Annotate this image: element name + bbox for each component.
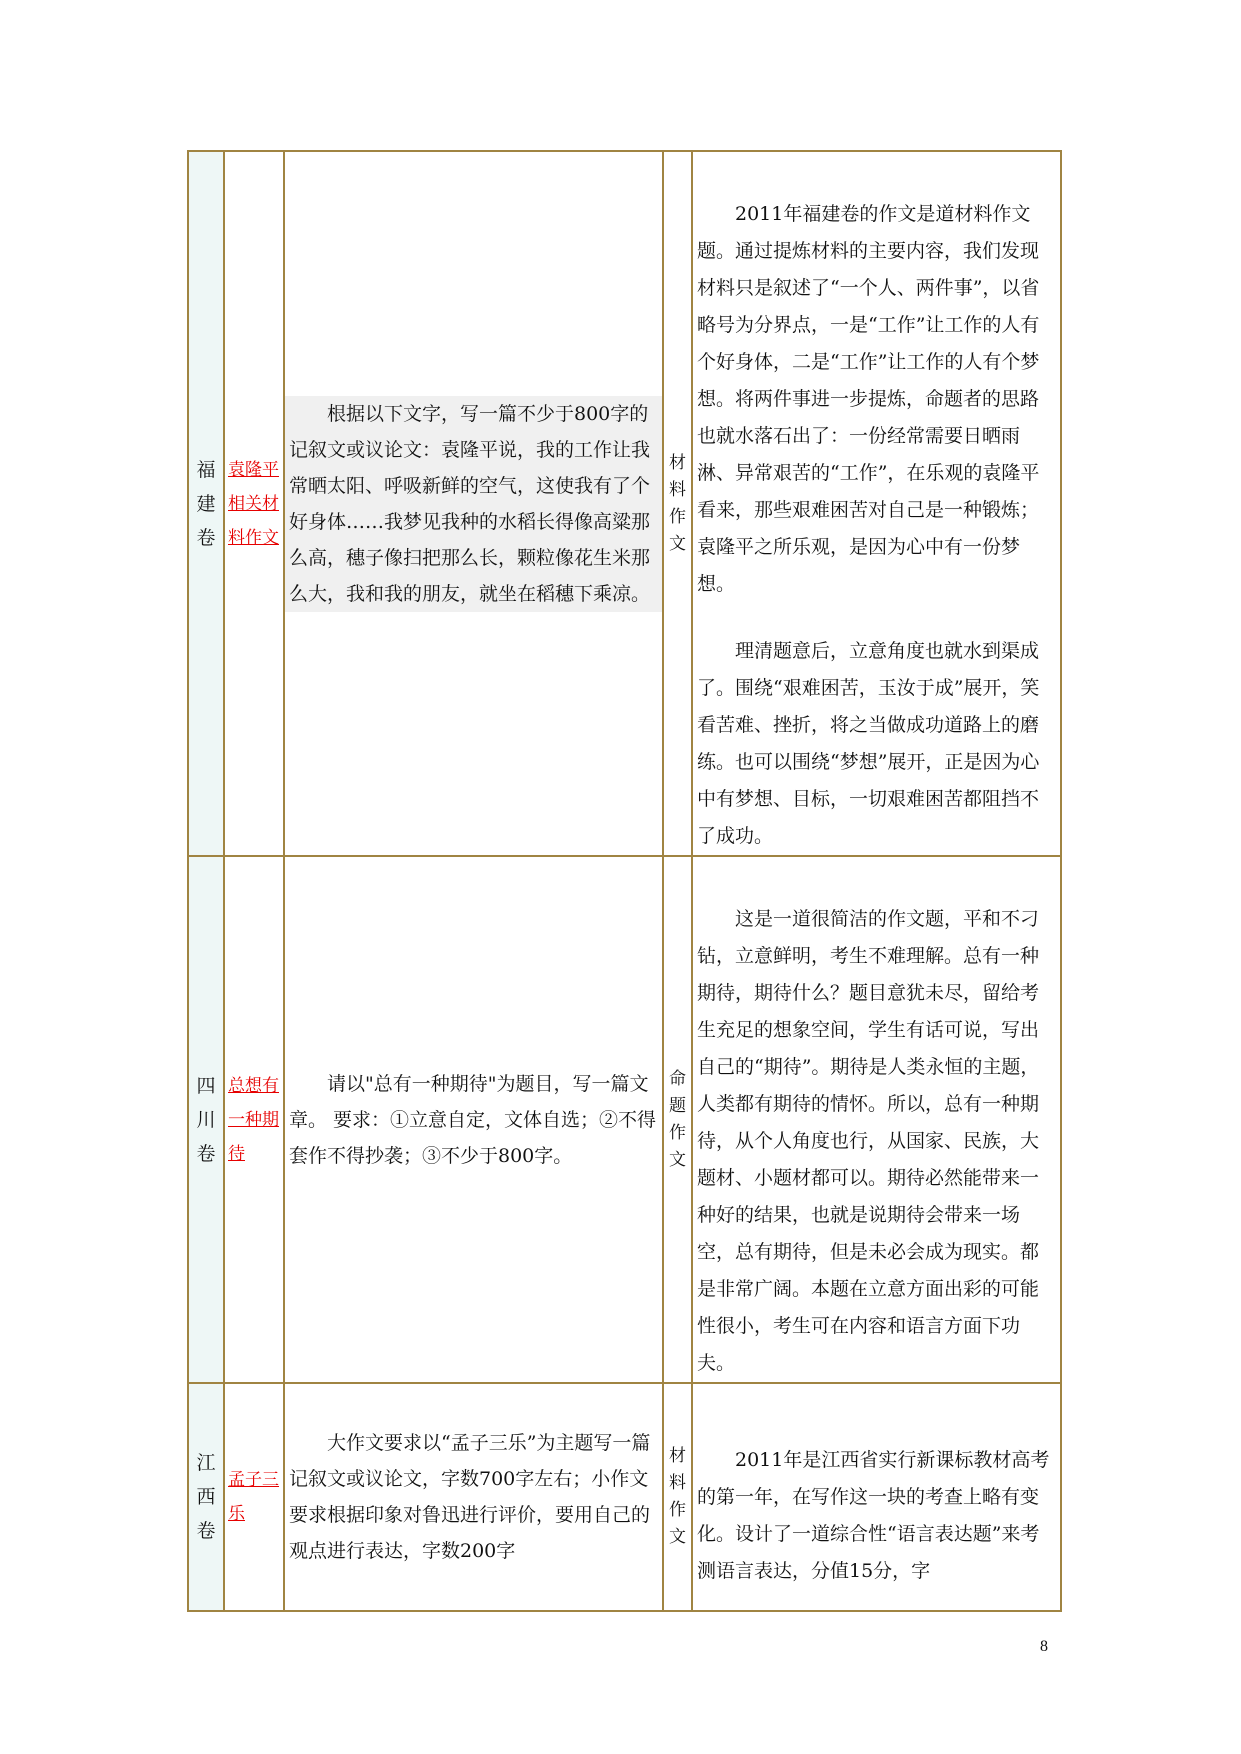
analysis-paragraph: 2011年是江西省实行新课标教材高考的第一年，在写作这一块的考查上略有变化。设计了一道综合性“语言表达题”来考测语言表达，分值15分，字 xyxy=(697,1449,1050,1582)
type-cell xyxy=(663,856,692,1383)
table-row xyxy=(188,1383,1061,1611)
analysis-paragraph: 这是一道很简洁的作文题，平和不刁钻，立意鲜明，考生不难理解。总有一种期待，期待什么？题目意犹未尽，留给考生充足的想象空间，学生有话可说，写出自己的“期待”。期待是人类永恒的主题，人类都有期待的情怀。所以，总有一种期待，从个人角度也行，从国家、民族，大题材、小题材都可以。期待必然能带来一种好的结果，也就是说期待会带来一场空，总有期待，但是未必会成为现实。都是非常广阔。本题在立意方面出彩的可能性很小，考生可在内容和语言方面下功夫。 xyxy=(697,908,1040,1374)
region-cell xyxy=(188,856,224,1383)
analysis-paragraph: 2011年福建卷的作文是道材料作文题。通过提炼材料的主要内容，我们发现材料只是叙述了“一个人、两件事”，以省略号为分界点，一是“工作”让工作的人有个好身体，二是“工作”让工作的人有个梦想。将两件事进一步提炼，命题者的思路也就水落石出了：一份经常需要日晒雨淋、异常艰苦的“工作”，在乐观的袁隆平看来，那些艰难困苦对自己是一种锻炼；袁隆平之所乐观，是因为心中有一份梦想。 xyxy=(697,203,1040,595)
table-row xyxy=(188,856,1061,1383)
essay-type-label: 材料作文 xyxy=(669,1446,686,1547)
essay-title-link[interactable]: 总想有一种期待 xyxy=(228,1075,279,1164)
essay-title-link[interactable]: 孟子三乐 xyxy=(228,1470,279,1524)
analysis-cell xyxy=(692,151,1061,856)
prompt-text: 请以"总有一种期待"为题目，写一篇文章。 要求：①立意自定，文体自选；②不得套作不得抄袭；③不少于800字。 xyxy=(289,1072,657,1167)
essay-type-label: 材料作文 xyxy=(669,452,686,554)
essay-title-link[interactable]: 袁隆平相关材料作文 xyxy=(228,459,279,548)
page-number: 8 xyxy=(1040,1638,1048,1655)
prompt-text: 大作文要求以“孟子三乐”为主题写一篇记叙文或议论文，字数700字左右；小作文要求根据印象对鲁迅进行评价，要用自己的观点进行表达，字数200字 xyxy=(289,1432,651,1562)
region-label: 四川卷 xyxy=(196,1074,216,1165)
type-cell xyxy=(663,1383,692,1611)
prompt-text: 根据以下文字，写一篇不少于800字的记叙文或议论文：袁隆平说，我的工作让我常晒太阳、呼吸新鲜的空气，这使我有了个好身体……我梦见我种的水稻长得像高粱那么高，穗子像扫把那么长，颗粒像花生米那么大，我和我的朋友，就坐在稻穗下乘凉。 xyxy=(285,396,662,612)
prompt-cell xyxy=(284,856,663,1383)
analysis-cell xyxy=(692,1383,1061,1611)
analysis-paragraph: 理清题意后，立意角度也就水到渠成了。围绕“艰难困苦，玉汝于成”展开，笑看苦难、挫折，将之当做成功道路上的磨练。也可以围绕“梦想”展开，正是因为心中有梦想、目标，一切艰难困苦都阻挡不了成功。 xyxy=(697,640,1040,847)
prompt-cell xyxy=(284,151,663,856)
title-cell xyxy=(224,856,284,1383)
essay-type-label: 命题作文 xyxy=(669,1068,686,1170)
analysis-cell xyxy=(692,856,1061,1383)
region-label: 江西卷 xyxy=(196,1452,216,1542)
table-row xyxy=(188,151,1061,856)
region-cell xyxy=(188,1383,224,1611)
region-cell xyxy=(188,151,224,856)
type-cell xyxy=(663,151,692,856)
prompt-cell xyxy=(284,1383,663,1611)
region-label: 福建卷 xyxy=(196,458,216,549)
title-cell xyxy=(224,1383,284,1611)
title-cell xyxy=(224,151,284,856)
essay-table xyxy=(187,150,1062,1612)
